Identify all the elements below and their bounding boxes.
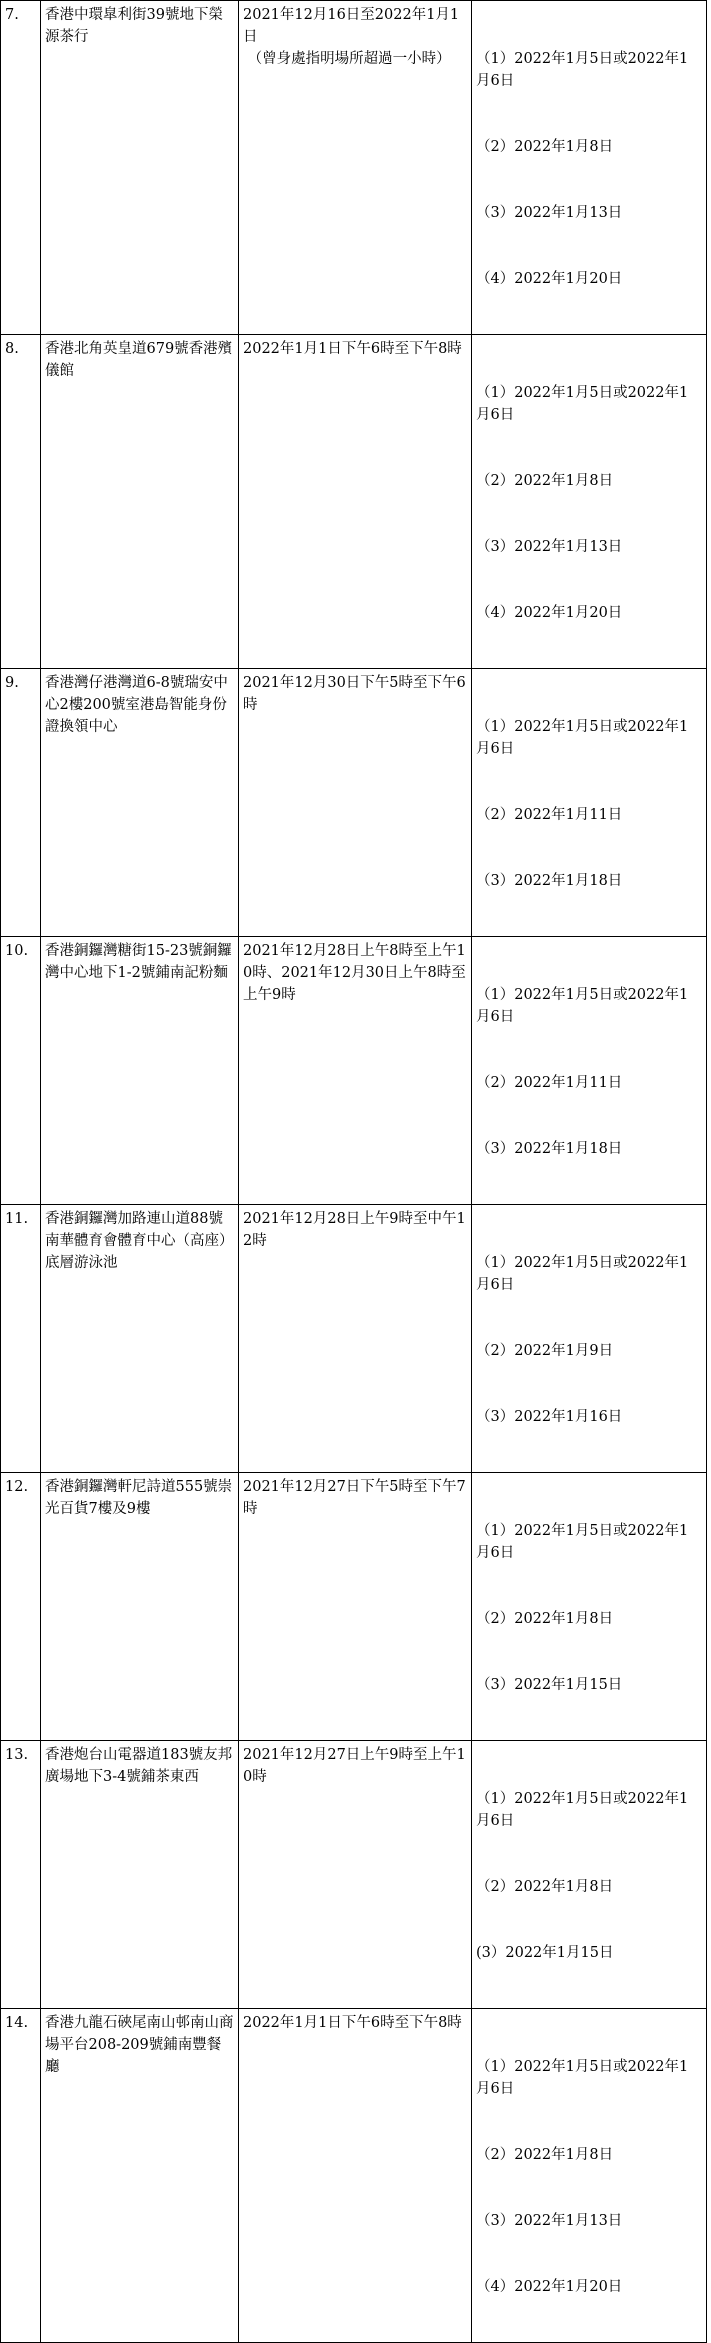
row-number: 10. [1, 937, 41, 1205]
test-date: （1）2022年1月5日或2022年1月6日 [476, 719, 689, 757]
venue-address: 香港銅鑼灣加路連山道88號南華體育會體育中心（高座）底層游泳池 [41, 1205, 239, 1473]
table-row [1, 669, 707, 937]
test-dates [472, 335, 707, 669]
venue-address: 香港九龍石硤尾南山邨南山商場平台208-209號鋪南豐餐廳 [41, 2009, 239, 2343]
test-date: （2）2022年1月8日 [476, 1611, 614, 1627]
test-date: （3）2022年1月15日 [476, 1677, 623, 1693]
test-date: （4）2022年1月20日 [476, 605, 623, 621]
test-date: （4）2022年1月20日 [476, 2279, 623, 2295]
test-dates [472, 669, 707, 937]
row-number: 11. [1, 1205, 41, 1473]
table-row [1, 1, 707, 335]
visit-date-time: 2021年12月27日下午5時至下午7時 [239, 1473, 472, 1741]
test-date: （3）2022年1月18日 [476, 1141, 623, 1157]
test-date: （3）2022年1月13日 [476, 539, 623, 555]
row-number: 8. [1, 335, 41, 669]
row-number: 7. [1, 1, 41, 335]
visit-date-time: 2021年12月30日下午5時至下午6時 [239, 669, 472, 937]
row-number: 14. [1, 2009, 41, 2343]
row-number: 9. [1, 669, 41, 937]
test-date: (3）2022年1月15日 [476, 1945, 614, 1961]
test-date: （3）2022年1月13日 [476, 205, 623, 221]
table-row [1, 335, 707, 669]
visit-date-time: 2021年12月28日上午8時至上午10時、2021年12月30日上午8時至上午9時 [239, 937, 472, 1205]
venue-address: 香港北角英皇道679號香港殯儀館 [41, 335, 239, 669]
test-date: （1）2022年1月5日或2022年1月6日 [476, 2059, 689, 2097]
test-date: （2）2022年1月11日 [476, 807, 623, 823]
test-date: （2）2022年1月8日 [476, 139, 614, 155]
test-date: （3）2022年1月16日 [476, 1409, 623, 1425]
test-date: （2）2022年1月8日 [476, 473, 614, 489]
test-dates [472, 1, 707, 335]
table-row [1, 2009, 707, 2343]
venue-address: 香港銅鑼灣糖街15-23號銅鑼灣中心地下1-2號鋪南記粉麵 [41, 937, 239, 1205]
table-row [1, 1741, 707, 2009]
test-dates [472, 937, 707, 1205]
table-row [1, 1473, 707, 1741]
table-row [1, 1205, 707, 1473]
row-number: 13. [1, 1741, 41, 2009]
test-date: （2）2022年1月11日 [476, 1075, 623, 1091]
row-number: 12. [1, 1473, 41, 1741]
test-date: （2）2022年1月8日 [476, 1879, 614, 1895]
test-dates [472, 1205, 707, 1473]
venue-address: 香港銅鑼灣軒尼詩道555號崇光百貨7樓及9樓 [41, 1473, 239, 1741]
test-date: （2）2022年1月9日 [476, 1343, 614, 1359]
test-date: （1）2022年1月5日或2022年1月6日 [476, 385, 689, 423]
visit-date-time: 2021年12月27日上午9時至上午10時 [239, 1741, 472, 2009]
test-date: （3）2022年1月13日 [476, 2213, 623, 2229]
test-date: （3）2022年1月18日 [476, 873, 623, 889]
visit-date-time: 2022年1月1日下午6時至下午8時 [239, 335, 472, 669]
venue-address: 香港灣仔港灣道6-8號瑞安中心2樓200號室港島智能身份證換領中心 [41, 669, 239, 937]
test-date: （1）2022年1月5日或2022年1月6日 [476, 1791, 689, 1829]
test-date: （1）2022年1月5日或2022年1月6日 [476, 987, 689, 1025]
venue-address: 香港中環皐利街39號地下榮源茶行 [41, 1, 239, 335]
test-dates [472, 1741, 707, 2009]
test-date: （2）2022年1月8日 [476, 2147, 614, 2163]
venue-address: 香港炮台山電器道183號友邦廣場地下3-4號鋪茶東西 [41, 1741, 239, 2009]
test-dates [472, 1473, 707, 1741]
test-date: （1）2022年1月5日或2022年1月6日 [476, 51, 689, 89]
test-date: （1）2022年1月5日或2022年1月6日 [476, 1523, 689, 1561]
visit-date-time: 2022年1月1日下午6時至下午8時 [239, 2009, 472, 2343]
test-date: （1）2022年1月5日或2022年1月6日 [476, 1255, 689, 1293]
visit-date-time: 2021年12月16日至2022年1月1日 （曾身處指明場所超過一小時） [239, 1, 472, 335]
test-dates [472, 2009, 707, 2343]
table-row [1, 937, 707, 1205]
test-date: （4）2022年1月20日 [476, 271, 623, 287]
visit-date-time: 2021年12月28日上午9時至中午12時 [239, 1205, 472, 1473]
